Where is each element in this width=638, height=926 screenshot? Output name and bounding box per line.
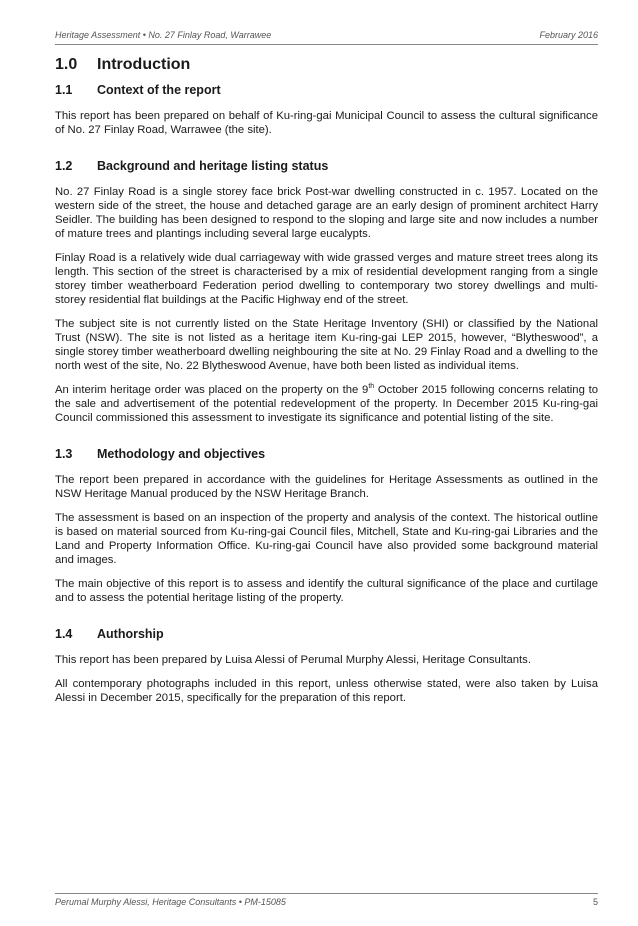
- footer-author: Perumal Murphy Alessi, Heritage Consultants • PM-15085: [55, 897, 286, 907]
- section-context: [55, 83, 598, 137]
- paragraph: This report has been prepared on behalf of Ku-ring-gai Municipal Council to assess the cultural significance of No. 27 Finlay Road, Warrawee (the site).: [55, 110, 598, 136]
- section-background: [55, 159, 598, 425]
- section-heading: [55, 159, 598, 173]
- page-number: 5: [592, 897, 598, 907]
- paragraph: [55, 383, 598, 425]
- paragraph: No. 27 Finlay Road is a single storey face brick Post-war dwelling constructed in c. 1957. Located on the western side of the street, the house and detached garage are an early design of prominent architect Harry Seidler. The building has been designed to respond to the sloping and large site and now includes a number of mature trees and plantings including several large eucalypts.: [55, 186, 598, 240]
- section-title: Methodology and objectives: [97, 447, 266, 461]
- chapter-heading: [55, 56, 598, 74]
- section-title: Context of the report: [97, 83, 221, 97]
- section-heading: [55, 627, 598, 641]
- page-header: [55, 30, 598, 45]
- paragraph: All contemporary photographs included in this report, unless otherwise stated, were also taken by Luisa Alessi in December 2015, specifically for the preparation of this report.: [55, 678, 598, 704]
- section-title: Background and heritage listing status: [97, 159, 329, 173]
- paragraph: The report been prepared in accordance with the guidelines for Heritage Assessments as outlined in the NSW Heritage Manual produced by the NSW Heritage Branch.: [55, 474, 598, 500]
- page-footer: [55, 893, 598, 907]
- section-title: Authorship: [97, 627, 164, 641]
- chapter-number: 1.0: [55, 56, 78, 73]
- paragraph: The assessment is based on an inspection of the property and analysis of the context. The historical outline is based on material sourced from Ku-ring-gai Council files, Mitchell, State and Ku-ring-gai Libraries and the Land and Property Information Office. Ku-ring-gai Council have also provided some background material and images.: [55, 512, 598, 566]
- chapter-title: Introduction: [97, 56, 191, 73]
- ordinal-suffix: th: [368, 383, 375, 391]
- paragraph: The subject site is not currently listed on the State Heritage Inventory (SHI) or classified by the National Trust (NSW). The site is not listed as a heritage item Ku-ring-gai LEP 2015, however, “Blytheswood”, a single storey timber weatherboard dwelling neighbouring the site at No. 29 Finlay Road and a dwelling to the north west of the site, No. 22 Blytheswood Avenue, have both been listed as individual items.: [55, 318, 598, 372]
- section-number: 1.2: [55, 159, 73, 173]
- document-body: [55, 56, 598, 715]
- section-methodology: [55, 447, 598, 605]
- section-authorship: [55, 627, 598, 705]
- paragraph: This report has been prepared by Luisa Alessi of Perumal Murphy Alessi, Heritage Consultants.: [55, 654, 531, 666]
- section-number: 1.4: [55, 627, 73, 641]
- paragraph-text: An interim heritage order was placed on the property on the 9: [55, 384, 369, 396]
- paragraph-text: October 2015 following concerns relating to the sale and advertisement of the potential redevelopment of the property. In December 2015 Ku-ring-gai Council commissioned this assessment to investigate its significance and potential listing of the site.: [55, 384, 598, 424]
- section-number: 1.1: [55, 83, 73, 97]
- paragraph: Finlay Road is a relatively wide dual carriageway with wide grassed verges and mature street trees along its length. This section of the street is characterised by a mix of residential development ranging from a single storey timber weatherboard Federation period dwelling to contemporary two storey dwellings and multi-storey residential flat buildings at the Pacific Highway end of the street.: [55, 252, 598, 306]
- section-heading: [55, 447, 598, 461]
- paragraph: The main objective of this report is to assess and identify the cultural significance of the place and curtilage and to assess the potential heritage listing of the property.: [55, 578, 598, 604]
- section-number: 1.3: [55, 447, 73, 461]
- header-document-title: Heritage Assessment • No. 27 Finlay Road, Warrawee: [55, 30, 272, 40]
- header-date: February 2016: [539, 30, 598, 40]
- section-heading: [55, 83, 598, 97]
